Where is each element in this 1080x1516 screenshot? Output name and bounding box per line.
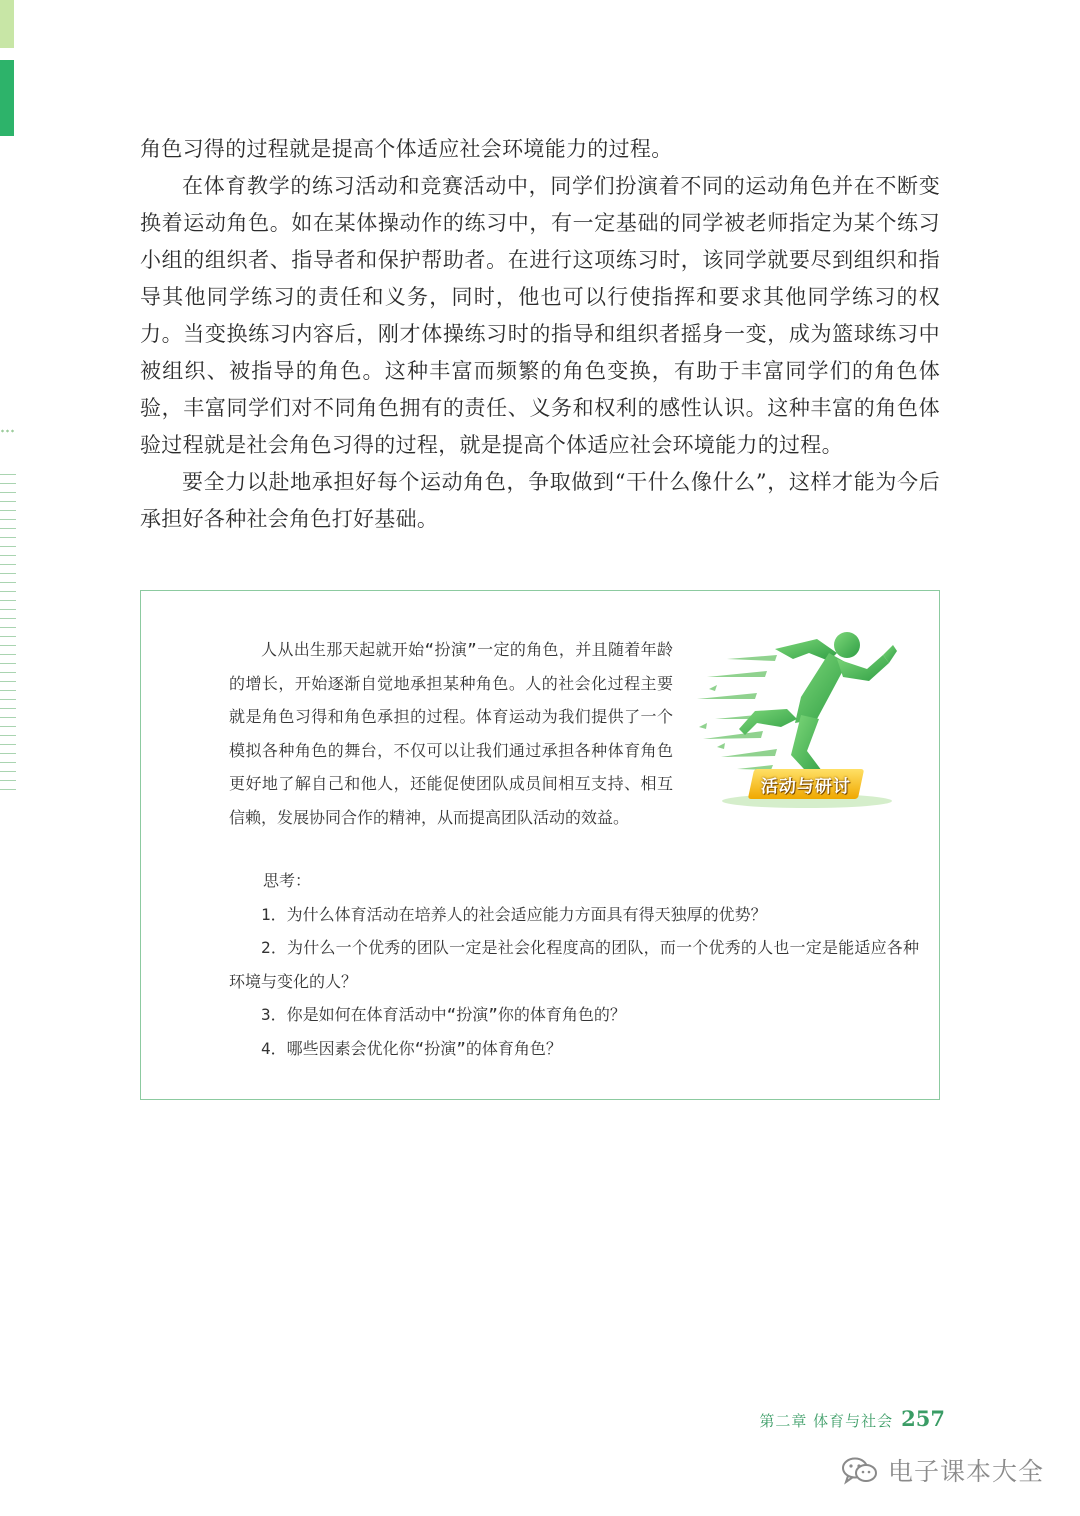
activity-badge	[748, 769, 864, 799]
question-item: 3．你是如何在体育活动中“扮演”你的体育角色的？	[261, 1005, 626, 1024]
activity-intro: 人从出生那天起就开始“扮演”一定的角色，并且随着年龄的增长，开始逐渐自觉地承担某种角色。人的社会化过程主要就是角色习得和角色承担的过程。体育运动为我们提供了一个模拟各种角色的舞台，不仅可以让我们通过承担各种体育角色更好地了解自己和他人，还能促使团队成员间相互支持、相互信赖，发展协同合作的精神，从而提高团队活动的效益。	[229, 640, 673, 827]
watermark-text: 电子课本大全	[888, 1457, 1045, 1486]
body-paragraph: 角色习得的过程就是提高个体适应社会环境能力的过程。	[140, 137, 673, 161]
edge-dots	[0, 428, 16, 434]
wechat-icon	[840, 1455, 880, 1485]
page-number: 257	[901, 1406, 945, 1431]
question-item: 1．为什么体育活动在培养人的社会适应能力方面具有得天独厚的优势？	[261, 904, 767, 924]
chapter-label: 第二章 体育与社会	[759, 1412, 894, 1430]
question-item: 4．哪些因素会优化你“扮演”的体育角色？	[261, 1038, 562, 1058]
page-footer	[759, 1406, 945, 1431]
think-label: 思考：	[263, 871, 312, 890]
activity-badge-label: 活动与研讨	[761, 776, 851, 797]
edge-tab-light	[0, 0, 14, 48]
body-paragraph: 在体育教学的练习活动和竞赛活动中，同学们扮演着不同的运动角色并在不断变换着运动角色。如在某体操动作的练习中，有一定基础的同学被老师指定为某个练习小组的组织者、指导者和保护帮助者。在进行这项练习时，该同学就要尽到组织和指导其他同学练习的责任和义务，同时，他也可以行使指挥和要求其他同学练习的权力。当变换练习内容后，刚才体操练习时的指导和组织者摇身一变，成为篮球练习中被组织、被指导的角色。这种丰富而频繁的角色变换，有助于丰富同学们的角色体验，丰富同学们对不同角色拥有的责任、义务和权利的感性认识。这种丰富的角色体验过程就是社会角色习得的过程，就是提高个体适应社会环境能力的过程。	[140, 174, 940, 457]
body-text	[140, 131, 940, 538]
edge-tab-dark	[0, 60, 14, 136]
watermark	[840, 1452, 1044, 1488]
question-item: 2．为什么一个优秀的团队一定是社会化程度高的团队，而一个优秀的人也一定是能适应各种环境与变化的人？	[229, 938, 919, 991]
activity-logo	[697, 619, 907, 819]
body-paragraph: 要全力以赴地承担好每个运动角色，争取做到“干什么像什么”，这样才能为今后承担好各种社会角色打好基础。	[140, 470, 940, 531]
think-section	[229, 864, 919, 1065]
edge-lines	[0, 474, 16, 794]
activity-box	[140, 590, 940, 1100]
